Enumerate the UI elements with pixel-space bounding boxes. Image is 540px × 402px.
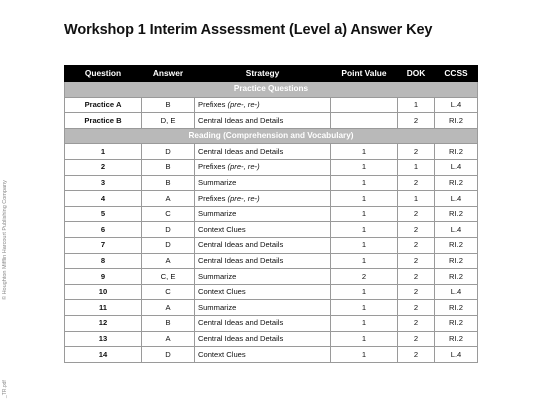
strategy-cell [195,175,331,191]
question-cell: 7 [65,237,142,253]
answer-cell: A [142,191,195,207]
point-value-cell: 1 [331,315,398,331]
strategy-text: Prefixes [198,162,228,172]
strategy-text: Context Clues [198,287,246,297]
header-point-value: Point Value [331,66,398,82]
question-cell: 3 [65,175,142,191]
ccss-cell: RI.2 [435,315,478,331]
answer-cell: C, E [142,269,195,285]
question-cell: 5 [65,206,142,222]
point-value-cell: 1 [331,206,398,222]
ccss-cell: L.4 [435,222,478,238]
strategy-cell [195,331,331,347]
ccss-cell: RI.2 [435,206,478,222]
question-cell: Practice B [65,113,142,129]
table-row [65,97,478,113]
strategy-text: Summarize [198,302,237,312]
answer-cell: D, E [142,113,195,129]
strategy-text: Prefixes [198,193,228,203]
header-question: Question [65,66,142,82]
header-ccss: CCSS [435,66,478,82]
ccss-cell: RI.2 [435,269,478,285]
question-cell: 10 [65,284,142,300]
dok-cell: 1 [398,97,435,113]
strategy-text: Central Ideas and Details [198,115,284,125]
table-row [65,144,478,160]
answer-cell: C [142,284,195,300]
strategy-text: Central Ideas and Details [198,146,284,156]
table-row [65,284,478,300]
strategy-cell [195,191,331,207]
answer-cell: B [142,315,195,331]
dok-cell: 2 [398,315,435,331]
file-name: _TR.pdf [2,380,8,398]
header-dok: DOK [398,66,435,82]
point-value-cell: 1 [331,237,398,253]
dok-cell: 2 [398,284,435,300]
point-value-cell: 1 [331,144,398,160]
table-row [65,159,478,175]
header-answer: Answer [142,66,195,82]
question-cell: 1 [65,144,142,160]
strategy-cell [195,284,331,300]
question-cell: 11 [65,300,142,316]
question-cell: 6 [65,222,142,238]
answer-cell: A [142,331,195,347]
table-row [65,269,478,285]
dok-cell: 2 [398,144,435,160]
table-row [65,253,478,269]
page-title: Workshop 1 Interim Assessment (Level a) Answer Key [64,22,433,38]
strategy-cell [195,144,331,160]
point-value-cell [331,97,398,113]
strategy-cell [195,159,331,175]
table-header-row [65,66,478,82]
dok-cell: 1 [398,191,435,207]
point-value-cell [331,113,398,129]
section-reading [65,128,478,144]
dok-cell: 1 [398,159,435,175]
point-value-cell: 1 [331,175,398,191]
ccss-cell: RI.2 [435,144,478,160]
ccss-cell: L.4 [435,159,478,175]
question-cell: 12 [65,315,142,331]
dok-cell: 2 [398,269,435,285]
question-cell: 9 [65,269,142,285]
point-value-cell: 2 [331,269,398,285]
dok-cell: 2 [398,253,435,269]
answer-cell: D [142,237,195,253]
answer-cell: B [142,159,195,175]
strategy-text: Central Ideas and Details [198,256,284,266]
strategy-text: Prefixes [198,100,228,110]
point-value-cell: 1 [331,331,398,347]
answer-cell: D [142,347,195,363]
strategy-cell [195,315,331,331]
question-cell: 2 [65,159,142,175]
ccss-cell: RI.2 [435,113,478,129]
table-row [65,237,478,253]
question-cell: 13 [65,331,142,347]
copyright-notice: © Houghton Mifflin Harcourt Publishing Company [2,180,8,300]
header-strategy: Strategy [195,66,331,82]
answer-cell: A [142,253,195,269]
question-cell: 8 [65,253,142,269]
strategy-text: Central Ideas and Details [198,240,284,250]
ccss-cell: RI.2 [435,175,478,191]
dok-cell: 2 [398,175,435,191]
answer-key-table [64,65,478,363]
strategy-text: Summarize [198,209,237,219]
table-row [65,222,478,238]
dok-cell: 2 [398,237,435,253]
strategy-cell [195,97,331,113]
ccss-cell: L.4 [435,347,478,363]
ccss-cell: RI.2 [435,331,478,347]
question-cell: 4 [65,191,142,207]
dok-cell: 2 [398,222,435,238]
strategy-example: (pre-, re-) [227,193,260,203]
table-row [65,175,478,191]
answer-cell: D [142,144,195,160]
strategy-cell [195,347,331,363]
point-value-cell: 1 [331,347,398,363]
table-row [65,206,478,222]
strategy-cell [195,300,331,316]
strategy-example: (pre-, re-) [227,100,260,110]
ccss-cell: RI.2 [435,300,478,316]
strategy-cell [195,206,331,222]
dok-cell: 2 [398,300,435,316]
point-value-cell: 1 [331,284,398,300]
answer-cell: B [142,175,195,191]
strategy-cell [195,269,331,285]
table-row [65,300,478,316]
answer-cell: A [142,300,195,316]
table-row [65,113,478,129]
dok-cell: 2 [398,206,435,222]
strategy-text: Summarize [198,271,237,281]
strategy-cell [195,222,331,238]
section-label: Practice Questions [65,82,478,98]
strategy-text: Context Clues [198,224,246,234]
strategy-cell [195,253,331,269]
dok-cell: 2 [398,331,435,347]
ccss-cell: RI.2 [435,253,478,269]
table-row [65,191,478,207]
table-row [65,331,478,347]
point-value-cell: 1 [331,159,398,175]
table-row [65,347,478,363]
answer-cell: D [142,222,195,238]
point-value-cell: 1 [331,300,398,316]
section-label: Reading (Comprehension and Vocabulary) [65,128,478,144]
section-practice-questions [65,82,478,98]
strategy-text: Central Ideas and Details [198,334,284,343]
strategy-text: Context Clues [198,349,246,359]
ccss-cell: L.4 [435,284,478,300]
strategy-cell [195,113,331,129]
strategy-cell [195,237,331,253]
dok-cell: 2 [398,113,435,129]
answer-cell: C [142,206,195,222]
ccss-cell: RI.2 [435,237,478,253]
ccss-cell: L.4 [435,191,478,207]
strategy-example: (pre-, re-) [227,162,260,172]
answer-cell: B [142,97,195,113]
point-value-cell: 1 [331,253,398,269]
dok-cell: 2 [398,347,435,363]
strategy-text: Summarize [198,178,237,188]
point-value-cell: 1 [331,222,398,238]
ccss-cell: L.4 [435,97,478,113]
question-cell: Practice A [65,97,142,113]
table-row [65,315,478,331]
point-value-cell: 1 [331,191,398,207]
question-cell: 14 [65,347,142,363]
strategy-text: Central Ideas and Details [198,318,284,328]
